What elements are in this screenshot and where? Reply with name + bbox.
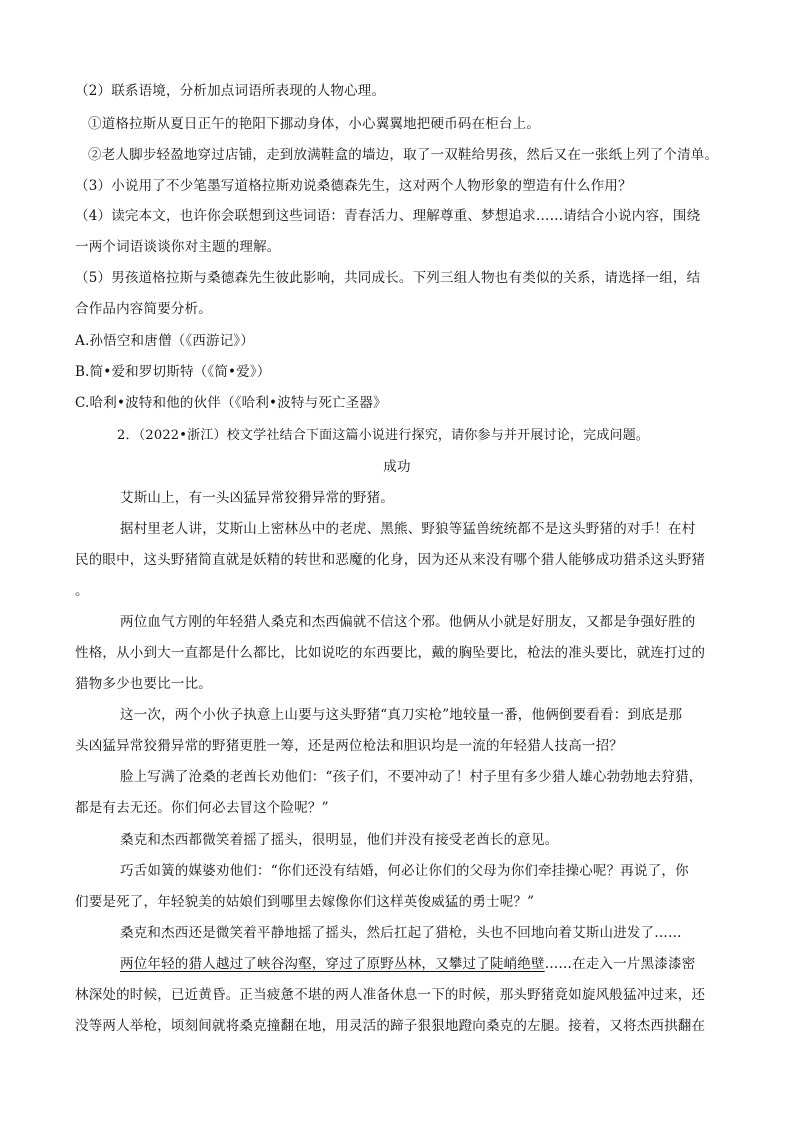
underlined-sentence: 两位年轻的猎人越过了峡谷沟壑，穿过了原野丛林，又攀过了陡峭绝壁 <box>120 956 545 972</box>
question-2-text: （2）联系语境，分析加点词语所表现的人物心理。 <box>75 83 386 99</box>
question-3-text: （3）小说用了不少笔墨写道格拉斯劝说桑德森先生，这对两个人物形象的塑造有什么作用？ <box>75 178 632 194</box>
paragraph-2-line3: 。 <box>75 583 89 599</box>
paragraph-2-line2: 民的眼中，这头野猪简直就是妖精的转世和恶魔的化身，因为还从来没有哪个猎人能够成功猎杀这头野猪 <box>75 552 706 568</box>
paragraph-9-line3: 没等两人举枪，顷刻间就将桑克撞翻在地，用灵活的蹄子狠狠地蹬向桑克的左腿。接着，又将杰西拱翻在 <box>75 1018 706 1034</box>
sentence-1: ①道格拉斯从夏日正午的艳阳下挪动身体，小心翼翼地把硬币码在柜台上。 <box>88 116 541 132</box>
paragraph-9-line1-rest: ……在走入一片黑漆漆密 <box>544 956 696 972</box>
story-title: 成功 <box>383 459 411 475</box>
paragraph-1: 艾斯山上，有一头凶猛异常狡猾异常的野猪。 <box>120 490 394 506</box>
paragraph-9-line2: 林深处的时候，已近黄昏。正当疲惫不堪的两人准备休息一下的时候，那头野猪竟如旋风般猛冲过来，还 <box>75 987 706 1003</box>
paragraph-3-line1: 两位血气方刚的年轻猎人桑克和杰西偏就不信这个邪。他俩从小就是好朋友，又都是争强好胜的 <box>120 614 696 630</box>
question-5-text-line1: （5）男孩道格拉斯与桑德森先生彼此影响，共同成长。下列三组人物也有类似的关系，请选择一组，结 <box>75 270 701 286</box>
paragraph-6: 桑克和杰西都微笑着摇了摇头，很明显，他们并没有接受老酋长的意见。 <box>120 832 559 848</box>
paragraph-7-line1: 巧舌如簧的媒婆劝他们：“你们还没有结婚，何必让你们的父母为你们牵挂操心呢？再说了，你 <box>120 863 689 879</box>
paragraph-4-line1: 这一次，两个小伙子执意上山要与这头野猪“真刀实枪”地较量一番，他俩倒要看看：到底是那 <box>120 707 683 723</box>
question-5-text-line2: 合作品内容简要分析。 <box>75 301 212 317</box>
paragraph-4-line2: 头凶猛异常狡猾异常的野猪更胜一筹，还是两位枪法和胆识均是一流的年轻猎人技高一招？ <box>75 738 623 754</box>
option-c: C.哈利•波特和他的伙伴（《哈利•波特与死亡圣器》 <box>75 395 387 411</box>
paragraph-3-line3: 猎物多少也要比一比。 <box>75 676 212 692</box>
paragraph-2-line1: 据村里老人讲，艾斯山上密林丛中的老虎、黑熊、野狼等猛兽统统都不是这头野猪的对手！在村 <box>120 521 696 537</box>
option-a: A.孙悟空和唐僧（《西游记》） <box>75 333 255 349</box>
question-4-text-line1: （4）读完本文，也许你会联想到这些词语：青春活力、理解尊重、梦想追求……请结合小说内容，围绕 <box>75 208 701 224</box>
paragraph-7-line2: 们要是死了，年轻貌美的姑娘们到哪里去嫁像你们这样英俊威猛的勇士呢？” <box>75 894 535 910</box>
paragraph-9-line1 <box>120 954 695 974</box>
sentence-2: ②老人脚步轻盈地穿过店铺，走到放满鞋盒的墙边，取了一双鞋给男孩，然后又在一张纸上列了个清单。 <box>88 147 719 163</box>
paragraph-5-line1: 脸上写满了沧桑的老酋长劝他们：“孩子们，不要冲动了！村子里有多少猎人雄心勃勃地去狩猎， <box>120 769 703 785</box>
paragraph-5-line2: 都是有去无还。你们何必去冒这个险呢？” <box>75 800 329 816</box>
paragraph-3-line2: 性格，从小到大一直都是什么都比，比如说吃的东西要比，戴的胸坠要比，枪法的准头要比，就连打过的 <box>75 645 706 661</box>
question-2-header: 2．（2022•浙江）校文学社结合下面这篇小说进行探究，请你参与并开展讨论，完成问题。 <box>117 428 650 443</box>
question-4-text-line2: 一两个词语谈谈你对主题的理解。 <box>75 239 281 255</box>
paragraph-8: 桑克和杰西还是微笑着平静地摇了摇头，然后扛起了猎枪，头也不回地向着艾斯山进发了…… <box>120 925 682 941</box>
option-b: B.简•爱和罗切斯特（《简•爱》） <box>75 364 271 380</box>
